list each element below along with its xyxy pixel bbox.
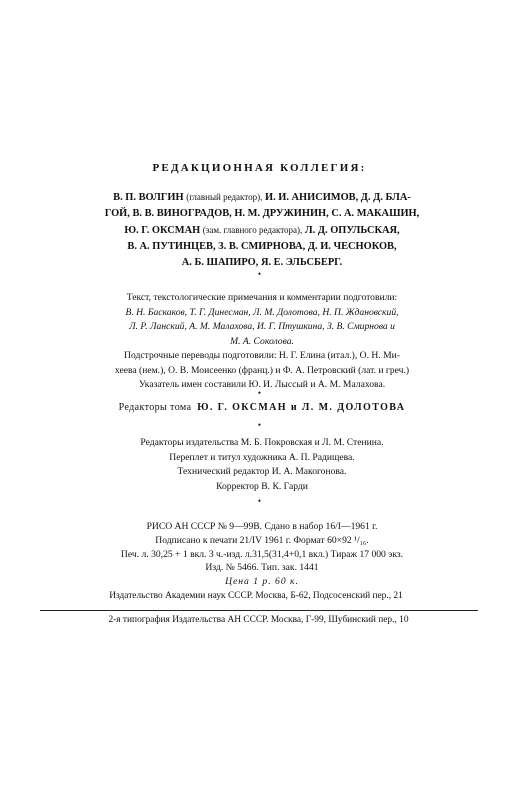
volume-editors-label: Редакторы тома [118,402,192,413]
board-line-1 [62,189,462,206]
publishing-team [62,436,462,494]
credits-names-3: М. А. Соколова. [230,335,294,347]
credits-intro: Текст, текстологические примечания и комментарии подготовили: [126,292,398,303]
board-line-4: В. А. ПУТИНЦЕВ, З. В. СМИРНОВА, Д. И. ЧЕСНОКОВ, [127,241,397,252]
board-role-note: (зам. главного редактора), [202,225,303,235]
editorial-board-heading: РЕДАКЦИОННАЯ КОЛЛЕГИЯ: [152,162,367,174]
board-role-note: (главный редактор), [186,192,263,202]
volume-editors [62,402,462,413]
board-line-5: А. Б. ШАПИРО, Я. Е. ЭЛЬСБЕРГ. [181,257,343,268]
publisher-address: Издательство Академии наук СССР. Москва, Б-62, Подсосенский пер., 21 [109,591,403,601]
credits-names-1: В. Н. Баскаков, Т. Г. Динесман, Л. М. Долотова, Н. П. Ждановский, [125,306,399,318]
bullet-divider: • [257,388,262,398]
bullet-divider: • [257,269,262,279]
imprint-line-3: Печ. л. 30,25 + 1 вкл. 3 ч.-изд. л.31,5(31,4+0,1 вкл.) Тираж 17 000 экз. [120,548,404,560]
technical-editor: Технический редактор И. А. Макогонова. [177,466,347,477]
imprint-line-1: РИСО АН СССР № 9—99В. Сдано в набор 16/I—1961 г. [146,521,378,532]
bullet-divider: • [257,420,262,430]
publishing-editors: Редакторы издательства М. Б. Покровская и Л. М. Стенина. [140,437,384,448]
binding-artist: Переплет и титул художника А. П. Радищева. [169,451,355,463]
board-line-3 [62,222,462,239]
printer-address: 2-я типография Издательства АН СССР. Москва, Г-99, Шубинский пер., 10 [108,615,409,625]
translations-line-1: Подстрочные переводы подготовили: Н. Г. Елина (итал.), О. Н. Ми- [124,350,400,361]
board-names: И. И. АНИСИМОВ, Д. Д. БЛА- [264,192,411,203]
price: Цена 1 р. 60 к. [225,576,299,588]
imprint-line-4: Изд. № 5466. Тип. зак. 1441 [205,562,319,574]
board-name: В. П. ВОЛГИН [113,192,184,203]
editorial-board-list [62,189,462,271]
text-credits [62,291,462,393]
board-name: Ю. Г. ОКСМАН [124,225,201,236]
board-line-2: ГОЙ, В. В. ВИНОГРАДОВ, Н. М. ДРУЖИНИН, С. А. МАКАШИН, [104,208,420,219]
proofreader: Корректор В. К. Гарди [216,480,308,492]
imprint-line-2: Подписано к печати 21/IV 1961 г. Формат 60×92 ¹/₁₆. [155,534,369,546]
print-imprint [62,520,462,589]
volume-editors-names: Ю. Г. ОКСМАН и Л. М. ДОЛОТОВА [197,402,406,413]
credits-names-2: Л. Р. Ланский, А. М. Малахова, И. Г. Птушкина, З. В. Смирнова и [129,321,395,332]
translations-line-2: хеева (нем.), О. В. Моисеенко (франц.) и Ф. А. Петровский (лат. и греч.) [114,364,410,376]
bullet-divider: • [257,496,262,506]
divider-rule [40,610,478,611]
index-credit: Указатель имен составили Ю. И. Лыссый и А. М. Малахова. [138,379,386,390]
board-name: Л. Д. ОПУЛЬСКАЯ, [304,225,400,236]
